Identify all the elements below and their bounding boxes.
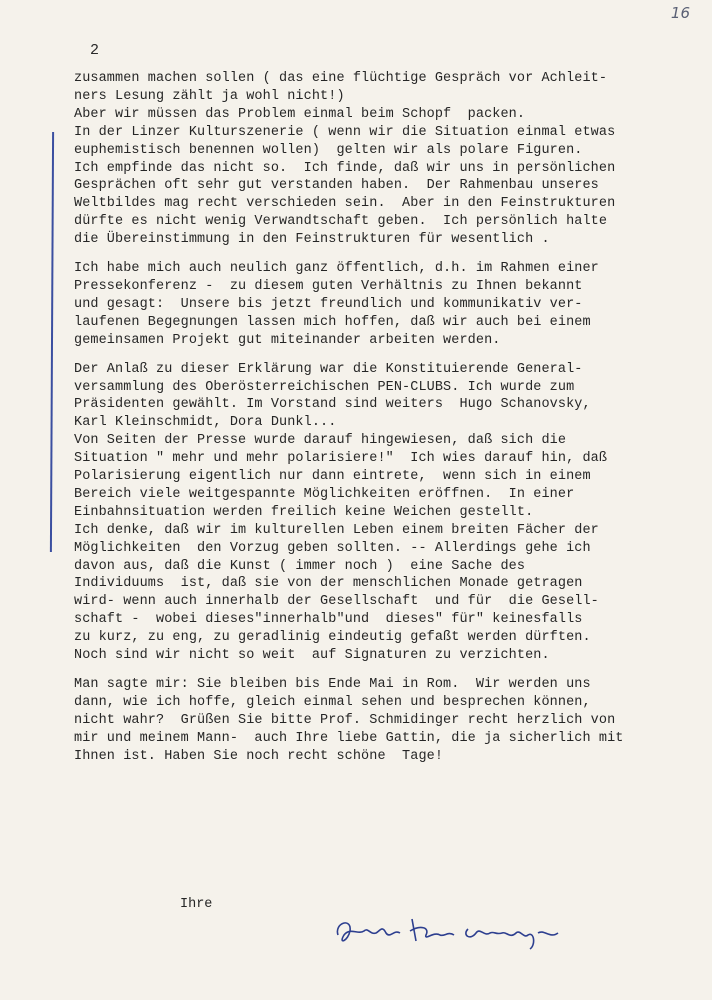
text-line: euphemistisch benennen wollen) gelten wir als polare Figuren.	[74, 142, 583, 158]
text-line: davon aus, daß die Kunst ( immer noch ) eine Sache des	[74, 558, 526, 574]
text-line: versammlung des Oberösterreichischen PEN-CLUBS. Ich wurde zum	[74, 379, 575, 395]
text-line: Bereich viele weitgespannte Möglichkeiten eröffnen. In einer	[74, 486, 575, 502]
text-line: und gesagt: Unsere bis jetzt freundlich und kommunikativ ver-	[74, 296, 583, 312]
text-line: zusammen machen sollen ( das eine flüchtige Gespräch vor Achleit-	[74, 71, 608, 86]
text-line: gemeinsamen Projekt gut miteinander arbeiten werden.	[74, 332, 501, 348]
text-line: Karl Kleinschmidt, Dora Dunkl...	[74, 415, 337, 431]
text-line: dürfte es nicht wenig Verwandtschaft geben. Ich persönlich halte	[74, 214, 608, 230]
text-line: Von Seiten der Presse wurde darauf hingewiesen, daß sich die	[74, 433, 567, 449]
signature	[330, 905, 580, 955]
text-line: dann, wie ich hoffe, gleich einmal sehen und besprechen können,	[74, 694, 591, 710]
text-line: Polarisierung eigentlich nur dann eintrete, wenn sich in einem	[74, 469, 591, 485]
text-line: Pressekonferenz - zu diesem guten Verhältnis zu Ihnen bekannt	[74, 278, 583, 294]
text-line: Individuums ist, daß sie von der menschlichen Monade getragen	[74, 576, 583, 592]
text-line: Weltbildes mag recht verschieden sein. Aber in den Feinstrukturen	[74, 196, 616, 212]
paragraph-gap	[74, 665, 674, 676]
folio-number: 16	[670, 4, 690, 22]
text-line: Einbahnsituation werden freilich keine Weichen gestellt.	[74, 504, 534, 520]
text-line: Noch sind wir nicht so weit auf Signaturen zu verzichten.	[74, 648, 550, 664]
text-line: wird- wenn auch innerhalb der Gesellschaft und für die Gesell-	[74, 594, 599, 610]
text-line: die Übereinstimmung in den Feinstrukturen für wesentlich .	[74, 232, 550, 248]
text-line: Ich denke, daß wir im kulturellen Leben einem breiten Fächer der	[74, 522, 599, 538]
margin-mark	[50, 132, 54, 552]
text-line: Aber wir müssen das Problem einmal beim Schopf packen.	[74, 106, 526, 122]
text-line: Ich empfinde das nicht so. Ich finde, daß wir uns in persönlichen	[74, 160, 616, 176]
text-line: nicht wahr? Grüßen Sie bitte Prof. Schmidinger recht herzlich von	[74, 712, 616, 728]
text-line: Gesprächen oft sehr gut verstanden haben. Der Rahmenbau unseres	[74, 178, 599, 194]
text-line: schaft - wobei dieses"innerhalb"und dieses" für" keinesfalls	[74, 612, 583, 628]
text-line: Situation " mehr und mehr polarisiere!" Ich wies darauf hin, daß	[74, 451, 608, 467]
paragraph	[74, 260, 674, 350]
text-line: laufenen Begegnungen lassen mich hoffen, daß wir auch bei einem	[74, 314, 591, 330]
paragraph-gap	[74, 249, 674, 260]
paragraph	[74, 676, 674, 766]
closing: Ihre	[180, 897, 213, 912]
text-line: Präsidenten gewählt. Im Vorstand sind weiters Hugo Schanovsky,	[74, 397, 591, 413]
text-line: Ich habe mich auch neulich ganz öffentlich, d.h. im Rahmen einer	[74, 261, 599, 277]
text-line: Man sagte mir: Sie bleiben bis Ende Mai in Rom. Wir werden uns	[74, 677, 591, 692]
paragraph-gap	[74, 350, 674, 361]
text-line: In der Linzer Kulturszenerie ( wenn wir die Situation einmal etwas	[74, 124, 616, 140]
text-line: Der Anlaß zu dieser Erklärung war die Konstituierende General-	[74, 361, 583, 377]
paragraph	[74, 70, 674, 249]
text-line: mir und meinem Mann- auch Ihre liebe Gattin, die ja sicherlich mit	[74, 730, 624, 746]
text-line: ners Lesung zählt ja wohl nicht!)	[74, 88, 345, 104]
text-line: Ihnen ist. Haben Sie noch recht schöne Tage!	[74, 748, 444, 764]
text-line: zu kurz, zu eng, zu geradlinig eindeutig gefaßt werden dürften.	[74, 630, 591, 646]
letter-body	[74, 70, 674, 766]
paragraph	[74, 361, 674, 665]
text-line: Möglichkeiten den Vorzug geben sollten. -- Allerdings gehe ich	[74, 540, 591, 556]
page-number: 2	[90, 42, 100, 59]
